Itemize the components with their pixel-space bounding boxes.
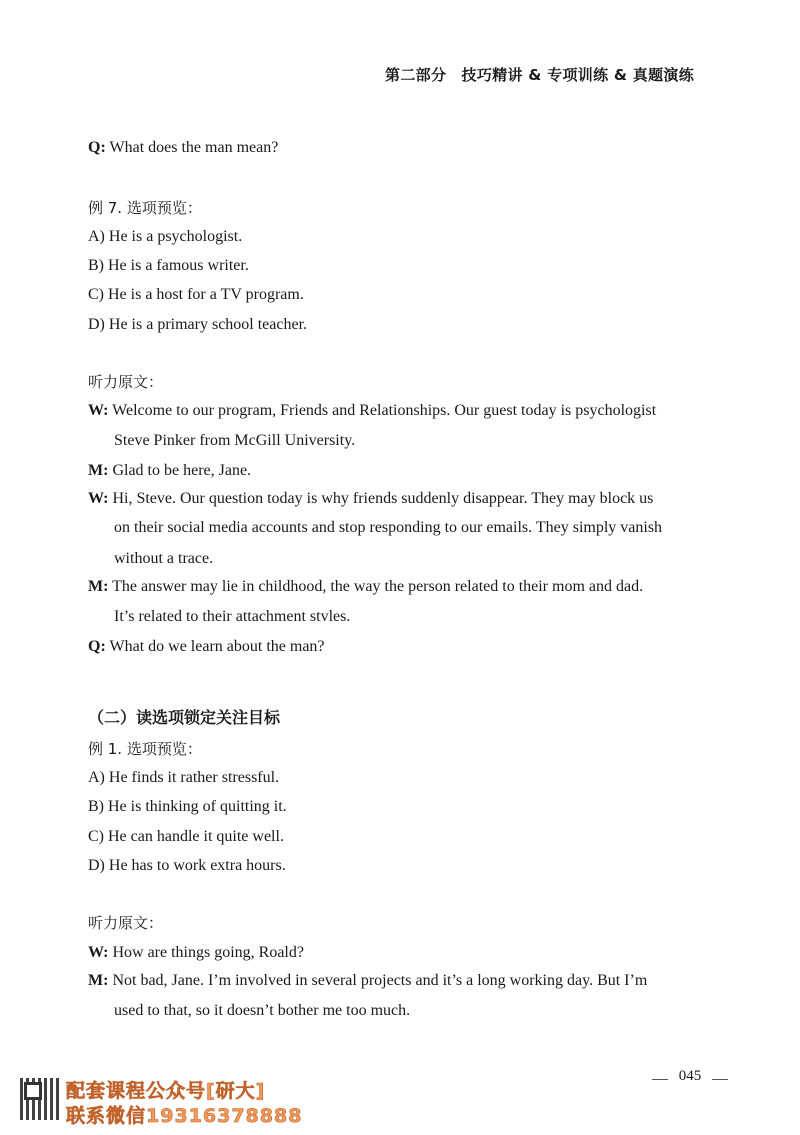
- option-c: C) He is a host for a TV program.: [88, 286, 304, 303]
- speaker-label: M:: [88, 578, 109, 595]
- transcript-line: [88, 489, 653, 509]
- speaker-label: W:: [88, 944, 109, 961]
- speaker-label: M:: [88, 972, 109, 989]
- speaker-label: Q:: [88, 638, 106, 655]
- page-number: 045: [660, 1068, 720, 1090]
- transcript-title: 听力原文：: [88, 373, 164, 391]
- option-a: A) He finds it rather stressful.: [88, 769, 280, 786]
- transcript-line: used to that, so it doesn’t bother me too much.: [114, 1002, 411, 1019]
- section-title: （二）读选项锁定关注目标: [88, 708, 281, 727]
- example-title: 例 1. 选项预览：: [88, 740, 202, 758]
- qr-code-icon: [20, 1078, 62, 1120]
- watermark-line-1: 配套课程公众号[研大]: [66, 1080, 266, 1102]
- transcript-line: [88, 461, 251, 481]
- transcript-line: [88, 637, 325, 657]
- option-a: A) He is a psychologist.: [88, 228, 243, 245]
- transcript-line: [88, 577, 643, 597]
- transcript-line: on their social media accounts and stop responding to our emails. They simply vanish: [114, 519, 663, 536]
- page-header: 第二部分 技巧精讲 & 专项训练 & 真题演练: [385, 66, 694, 84]
- transcript-line: [88, 971, 647, 991]
- transcript-text: Welcome to our program, Friends and Relationships. Our guest today is psychologist: [108, 402, 657, 419]
- option-c: C) He can handle it quite well.: [88, 828, 284, 845]
- transcript-text: How are things going, Roald?: [108, 944, 304, 961]
- transcript-text: The answer may lie in childhood, the way the person related to their mom and dad.: [108, 578, 644, 595]
- speaker-label: W:: [88, 490, 109, 507]
- transcript-line: Steve Pinker from McGill University.: [114, 432, 356, 449]
- transcript-line: It’s related to their attachment stvles.: [114, 608, 351, 625]
- option-b: B) He is thinking of quitting it.: [88, 798, 287, 815]
- speaker-label: M:: [88, 462, 109, 479]
- transcript-text: Not bad, Jane. I’m involved in several projects and it’s a long working day. But I’m: [108, 972, 648, 989]
- question-text: What does the man mean?: [105, 139, 279, 156]
- question-line: [88, 138, 278, 158]
- option-d: D) He is a primary school teacher.: [88, 316, 308, 333]
- option-d: D) He has to work extra hours.: [88, 857, 286, 874]
- transcript-line: without a trace.: [114, 550, 214, 567]
- transcript-title: 听力原文：: [88, 914, 164, 932]
- example-title: 例 7. 选项预览：: [88, 199, 202, 217]
- watermark-line-2: 联系微信19316378888: [66, 1105, 303, 1127]
- transcript-line: [88, 401, 656, 421]
- transcript-text: What do we learn about the man?: [105, 638, 325, 655]
- option-b: B) He is a famous writer.: [88, 257, 249, 274]
- speaker-label: Q:: [88, 139, 106, 156]
- transcript-text: Hi, Steve. Our question today is why friends suddenly disappear. They may block us: [108, 490, 654, 507]
- transcript-text: Glad to be here, Jane.: [108, 462, 252, 479]
- transcript-line: [88, 943, 304, 963]
- speaker-label: W:: [88, 402, 109, 419]
